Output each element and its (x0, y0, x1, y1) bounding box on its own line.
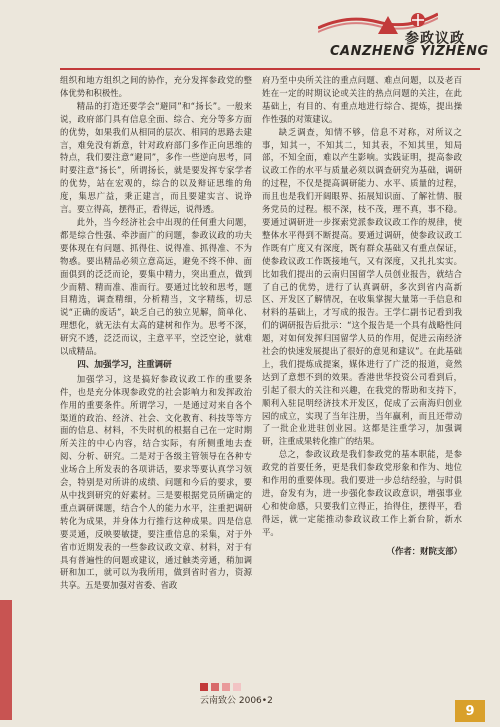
color-square (211, 683, 219, 691)
column-title-en: CANZHENG YIZHENG (330, 44, 489, 59)
paragraph: 缺乏调查，知情不够，信息不对称，对所议之事，知其一，不知其二，知其表，不知其里，知局部，不知全面，难以产生影响。实践证明，提高参政议政工作的水平与质量必须以调查研究为基础，调研的过程，不仅是提高调研能力、水平、质量的过程，而且也是我们开阔眼界、拓展知识面、了解社情、服务党员的过程。根不深，枝不茂，理不真，事不稳。要通过调研进一步探索党派参政议政工作的规律，使整体水平得到不断提高。要通过调研，使参政议政工作既有广度又有深度，既有群众基础又有重点保证，使参政议政工作既接地气，又有深度，又扎扎实实。比如我们提出的云南归国留学人员创业报告，就结合了自己的优势，进行了认真调研，多次到省内高新区、开发区了解情况，在收集掌握大量第一手信息和材料的基础上，才写成的报告。王学仁副书记看到我们的调研报告后批示：“这个报告是一个具有战略性问题，对如何发挥归国留学人员的作用，促进云南经济社会的快速发展提出了很好的意见和建议”。在此基础上，我们提炼成提案，媒体进行了广泛的报道，竟然达到了意想不到的效果。香港世华投资公司看到后，引起了很大的关注和兴趣，在我党的帮助和支持下，顺利入驻昆明经济技术开发区，促成了云南海归创业园的成立，实现了当年注册，当年赢利，而且还带动了一批企业进驻创业园。这都是注重学习，加强调研，注重成果转化推广的结果。 (262, 126, 462, 447)
page-number (455, 700, 485, 722)
paragraph: 加强学习，这是搞好参政议政工作的重要条件，也是充分体现参政党的社会影响力和发挥政治作用的重要条件。所谓学习，一是通过对来自各个渠道的政治、经济、社会、文化教育、科技等等方面的信息、材料，不失时机的根据自己在一定时期所关注的中心内容，结合实际，有所侧重地去查阅、分析、研究。二是对于各级主管领导在各种专业场合上所发表的各项讲话，要求等要认真学习领会，特别是对所讲的成绩、问题和今后的要求，要从中找到研究的好素材。三是要根据党员所确定的重点调研课题，结合个人的能力水平，注重把调研转化为成果，并身体力行推行这种成果。四是信息要灵通，反映要敏捷，要注重信息的采集，对于外省市近期发表的一些参政议政文章、材料，对于有具有普遍性的问题或建议，通过触类旁通，稍加调研和加工，就可以为我所用，做到省时省力，资源共享。五是要加强对省委、省政 (60, 373, 252, 591)
color-square (233, 683, 241, 691)
left-text-column (60, 74, 252, 592)
color-square (222, 683, 230, 691)
page-header (0, 0, 500, 74)
author-credit: （作者：财院支部） (386, 545, 462, 556)
paragraph: 此外，当今经济社会中出现的任何重大问题，都是综合性强、牵涉面广的问题，参政议政的功夫要体现在有问题、抓得住、说得准、抓得准、不为物惑。要出精品必须立意高远，避免不终不伸、面面俱到的泛泛而论，要集中精力，突出重点，做到少而精、精而准、准而行。要通过比较和思考，题目精选，调查精细，分析精当，文字精练，切忌说“正确的废话”，缺乏自己的独立见解，简单化、理想化，就无法有太高的建树和作为。思考不深，研究不透，泛泛而议，主意平平，空泛空论，就难以成精品。 (60, 216, 252, 357)
paragraph: 府乃至中央所关注的重点问题、难点问题，以及老百姓在一定的时期议论或关注的热点问题的关注，在此基础上，有目的、有重点地进行综合、提炼，提出操作性强的对策建议。 (262, 75, 462, 124)
section-heading: 四、加强学习，注重调研 (77, 359, 172, 370)
footer-color-squares (200, 683, 241, 691)
footer-journal-name: 云南致公 2006•2 (200, 696, 273, 706)
paragraph: 组织和地方组织之间的协作，充分发挥参政党的整体优势和积极性。 (60, 75, 252, 98)
column-title-cn: 参政议政 (405, 31, 465, 47)
page-number-text: 9 (465, 703, 475, 719)
header-rule (60, 68, 480, 70)
color-square (200, 683, 208, 691)
paragraph: 精品的打造还要学会“避同”和“扬长”。一般来说，政府部门具有信息全面、综合、充分等多方面的优势，如果我们从相同的层次、相同的思路去建言，难免没有新意，针对政府部门多作正向思维的特点，我们要注意“避同”，多作一些逆向思考，同时要注意“扬长”，所谓扬长，就是要发挥专家学者的优势，站在宏观的，综合的以及辩证思维的角度，集思广益，秉正建言，而且要建实言、说诤言。要立得高，摆得正，看得远，说得透。 (60, 100, 252, 215)
right-text-column (262, 74, 462, 558)
paragraph: 总之，参政议政是我们参政党的基本职能，是参政党的首要任务，更是我们参政党形象和作为、地位和作用的重要体现。我们要进一步总结经验，与时俱进，奋发有为，进一步强化参政议政意识，增强事业心和使命感，只要我们立得正，抬得住，摆得平，看得远，就一定能推动参政议政工作上新台阶，新水平。 (262, 449, 462, 537)
side-color-tab (0, 600, 12, 720)
